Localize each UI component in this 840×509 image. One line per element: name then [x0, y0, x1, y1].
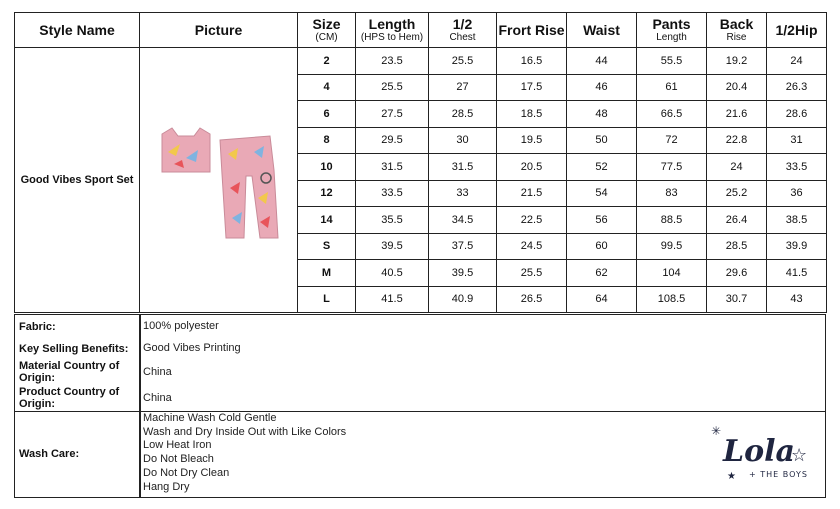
- measurement-cell: 31.5: [429, 154, 497, 181]
- lola-brand-logo: [705, 423, 815, 483]
- measurement-cell: 26.4: [707, 207, 767, 234]
- measurement-cell: 43: [767, 286, 827, 313]
- header-cell: Style Name: [15, 13, 140, 48]
- header-cell: 1/2Hip: [767, 13, 827, 48]
- wash-care-label: Wash Care:: [19, 448, 80, 460]
- measurement-cell: 24: [707, 154, 767, 181]
- size-spec-sheet: [14, 12, 826, 313]
- wash-care-item: Hang Dry: [143, 480, 190, 493]
- measurement-cell: 88.5: [637, 207, 707, 234]
- header-cell: Waist: [567, 13, 637, 48]
- measurement-cell: 22.5: [497, 207, 567, 234]
- size-cell: 8: [298, 127, 356, 154]
- measurement-cell: 77.5: [637, 154, 707, 181]
- measurement-cell: 99.5: [637, 233, 707, 260]
- measurement-cell: 30.7: [707, 286, 767, 313]
- measurement-cell: 41.5: [356, 286, 429, 313]
- star-small-icon: ★: [727, 471, 736, 482]
- measurement-cell: 108.5: [637, 286, 707, 313]
- fabric-value: 100% polyester: [143, 320, 219, 332]
- product-picture: [140, 48, 298, 313]
- measurement-cell: 64: [567, 286, 637, 313]
- measurement-cell: 38.5: [767, 207, 827, 234]
- size-chart-table: [14, 12, 827, 313]
- measurement-cell: 37.5: [429, 233, 497, 260]
- measurement-cell: 25.5: [497, 260, 567, 287]
- measurement-cell: 66.5: [637, 101, 707, 128]
- measurement-cell: 20.4: [707, 74, 767, 101]
- measurement-cell: 27: [429, 74, 497, 101]
- measurement-cell: 18.5: [497, 101, 567, 128]
- logo-subtitle: + THE BOYS: [749, 470, 808, 479]
- logo-wordmark: Lola: [723, 434, 795, 469]
- measurement-cell: 19.5: [497, 127, 567, 154]
- fabric-label: Fabric:: [19, 321, 56, 333]
- sparkle-icon: ✳: [711, 424, 722, 438]
- measurement-cell: 22.8: [707, 127, 767, 154]
- material-origin-label: Material Country of Origin:: [19, 360, 120, 384]
- measurement-cell: 33.5: [767, 154, 827, 181]
- star-icon: ☆: [791, 445, 808, 466]
- measurement-cell: 46: [567, 74, 637, 101]
- measurement-cell: 24.5: [497, 233, 567, 260]
- size-cell: M: [298, 260, 356, 287]
- wash-care-item: Do Not Dry Clean: [143, 466, 230, 479]
- wash-care-item: Wash and Dry Inside Out with Like Colors: [143, 425, 347, 438]
- header-cell: Length (HPS to Hem): [356, 13, 429, 48]
- measurement-cell: 27.5: [356, 101, 429, 128]
- measurement-cell: 54: [567, 180, 637, 207]
- measurement-cell: 40.5: [356, 260, 429, 287]
- wash-care-list: [143, 412, 346, 494]
- measurement-cell: 39.9: [767, 233, 827, 260]
- measurement-cell: 20.5: [497, 154, 567, 181]
- measurement-cell: 50: [567, 127, 637, 154]
- measurement-cell: 31: [767, 127, 827, 154]
- measurement-cell: 60: [567, 233, 637, 260]
- wash-care-item: Low Heat Iron: [143, 439, 212, 452]
- table-row: [15, 48, 827, 75]
- measurement-cell: 52: [567, 154, 637, 181]
- measurement-cell: 16.5: [497, 48, 567, 75]
- header-cell: Picture: [140, 13, 298, 48]
- product-origin-label: Product Country of Origin:: [19, 386, 120, 410]
- size-cell: L: [298, 286, 356, 313]
- size-cell: 2: [298, 48, 356, 75]
- measurement-cell: 28.5: [429, 101, 497, 128]
- measurement-cell: 30: [429, 127, 497, 154]
- measurement-cell: 34.5: [429, 207, 497, 234]
- size-cell: S: [298, 233, 356, 260]
- product-origin-value: China: [143, 392, 172, 404]
- measurement-cell: 44: [567, 48, 637, 75]
- measurement-cell: 17.5: [497, 74, 567, 101]
- measurement-cell: 33.5: [356, 180, 429, 207]
- measurement-cell: 40.9: [429, 286, 497, 313]
- header-cell: Frort Rise: [497, 13, 567, 48]
- wash-care-item: Do Not Bleach: [143, 453, 214, 466]
- size-cell: 4: [298, 74, 356, 101]
- measurement-cell: 26.3: [767, 74, 827, 101]
- measurement-cell: 23.5: [356, 48, 429, 75]
- measurement-cell: 26.5: [497, 286, 567, 313]
- measurement-cell: 55.5: [637, 48, 707, 75]
- measurement-cell: 21.6: [707, 101, 767, 128]
- measurement-cell: 31.5: [356, 154, 429, 181]
- measurement-cell: 25.2: [707, 180, 767, 207]
- measurement-cell: 48: [567, 101, 637, 128]
- measurement-cell: 21.5: [497, 180, 567, 207]
- measurement-cell: 28.5: [707, 233, 767, 260]
- header-cell: Size (CM): [298, 13, 356, 48]
- measurement-cell: 72: [637, 127, 707, 154]
- benefits-label: Key Selling Benefits:: [19, 343, 129, 355]
- measurement-cell: 25.5: [429, 48, 497, 75]
- sport-set-picture: [154, 114, 284, 244]
- measurement-cell: 28.6: [767, 101, 827, 128]
- measurement-cell: 56: [567, 207, 637, 234]
- size-rows: [15, 48, 827, 313]
- size-cell: 12: [298, 180, 356, 207]
- header-row: [15, 13, 827, 48]
- material-origin-value: China: [143, 366, 172, 378]
- measurement-cell: 36: [767, 180, 827, 207]
- measurement-cell: 39.5: [356, 233, 429, 260]
- measurement-cell: 19.2: [707, 48, 767, 75]
- header-cell: 1/2 Chest: [429, 13, 497, 48]
- measurement-cell: 29.5: [356, 127, 429, 154]
- product-info-block: [14, 314, 826, 498]
- wash-care-item: Machine Wash Cold Gentle: [143, 412, 277, 424]
- measurement-cell: 41.5: [767, 260, 827, 287]
- measurement-cell: 29.6: [707, 260, 767, 287]
- measurement-cell: 62: [567, 260, 637, 287]
- measurement-cell: 35.5: [356, 207, 429, 234]
- size-cell: 14: [298, 207, 356, 234]
- measurement-cell: 33: [429, 180, 497, 207]
- size-cell: 10: [298, 154, 356, 181]
- measurement-cell: 61: [637, 74, 707, 101]
- header-cell: Back Rise: [707, 13, 767, 48]
- header-cell: Pants Length: [637, 13, 707, 48]
- measurement-cell: 104: [637, 260, 707, 287]
- measurement-cell: 39.5: [429, 260, 497, 287]
- measurement-cell: 25.5: [356, 74, 429, 101]
- size-cell: 6: [298, 101, 356, 128]
- style-name-cell: Good Vibes Sport Set: [15, 48, 140, 313]
- measurement-cell: 83: [637, 180, 707, 207]
- measurement-cell: 24: [767, 48, 827, 75]
- benefits-value: Good Vibes Printing: [143, 342, 241, 354]
